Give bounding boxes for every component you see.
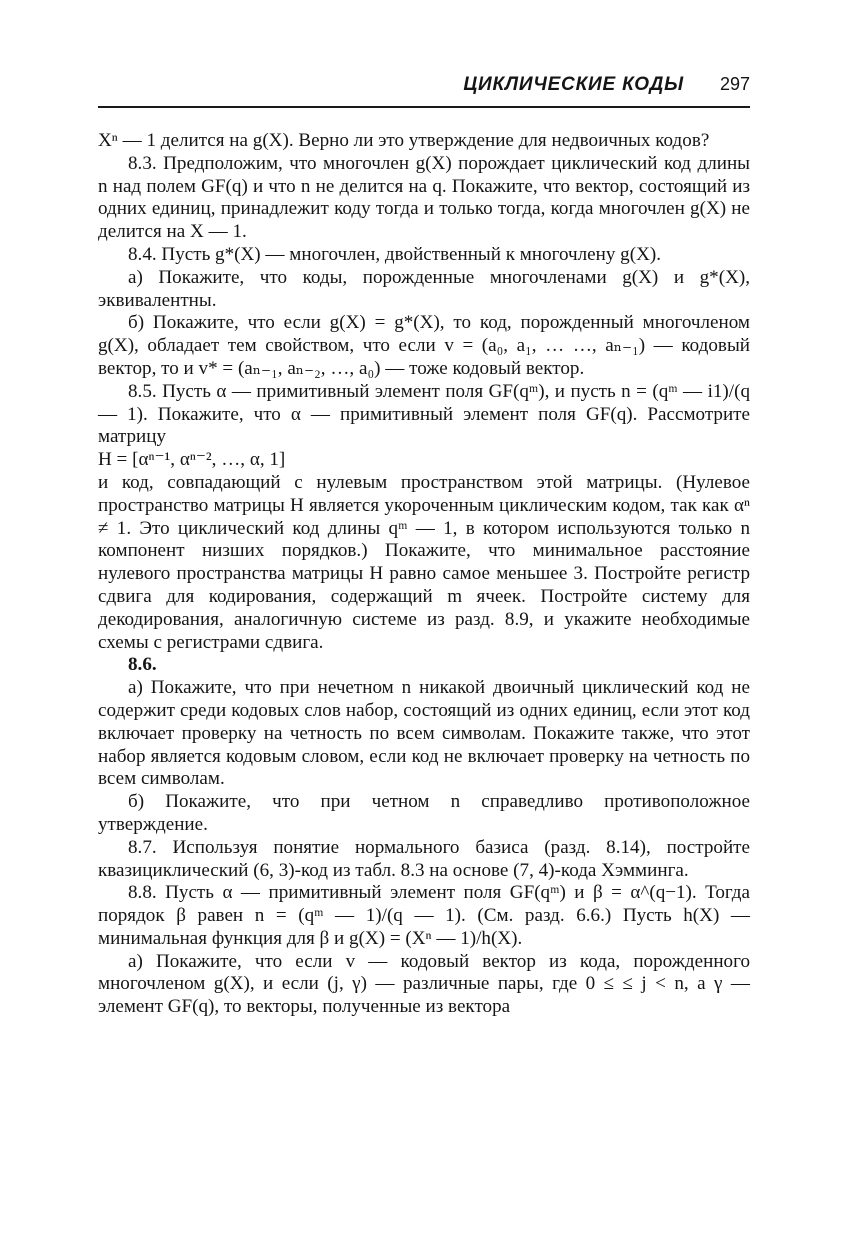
problem-8-3: 8.3. Предположим, что многочлен g(X) порождает циклический код длины n над полем GF(q) и что n не делится на q. Покажите, что вектор, состоящий из одних единиц, принадлежит коду тогда и только тогда, когда многочлен g(X) не делится на X — 1.: [98, 152, 750, 243]
problem-8-6: 8.6.: [128, 654, 157, 676]
page-number: 297: [719, 74, 750, 94]
page-body: [98, 130, 750, 1019]
problem-8-8-a: а) Покажите, что если v — кодовый вектор из кода, порожденного многочленом g(X), и если (j, γ) — различные пары, где 0 ≤ ≤ j < n, а γ — элемент GF(q), то векторы, полученные из вектора: [98, 950, 750, 1018]
problem-8-4-b: б) Покажите, что если g(X) = g*(X), то код, порожденный многочленом g(X), обладает тем свойством, что если v = (a₀, a₁, … …, aₙ₋₁) — кодовый вектор, то и v* = (aₙ₋₁, aₙ₋₂, …, a₀) — тоже кодовый вектор.: [98, 312, 750, 379]
paragraph: Xⁿ — 1 делится на g(X). Верно ли это утверждение для недвоичных кодов?: [98, 130, 710, 151]
problem-8-4: 8.4. Пусть g*(X) — многочлен, двойственный к многочлену g(X).: [128, 243, 662, 265]
matrix-formula: H = [αⁿ⁻¹, αⁿ⁻², …, α, 1]: [98, 449, 286, 471]
header-rule: [98, 106, 750, 108]
problem-8-6-b: б) Покажите, что при четном n справедливо противоположное утверждение.: [98, 791, 750, 835]
paragraph: и код, совпадающий с нулевым пространством этой матрицы. (Нулевое пространство матрицы H является укороченным циклическим кодом, так как αⁿ ≠ 1. Это циклический код длины qᵐ — 1, в котором используются только n компонент низших порядков.) Покажите, что минимальное расстояние нулевого пространства матрицы H равно самое меньшее 3. Постройте регистр сдвига для кодирования, содержащий m ячеек. Постройте систему для декодирования, аналогичную системе из разд. 8.9, и укажите необходимые схемы с регистрами сдвига.: [98, 471, 750, 653]
problem-8-4-a: а) Покажите, что коды, порожденные многочленами g(X) и g*(X), эквивалентны.: [98, 266, 750, 311]
problem-8-5: 8.5. Пусть α — примитивный элемент поля GF(qᵐ), и пусть n = (qᵐ — i1)/(q — 1). Покажите, что α — примитивный элемент поля GF(q). Рассмотрите матрицу: [98, 380, 750, 448]
problem-8-8: 8.8. Пусть α — примитивный элемент поля GF(qᵐ) и β = α^(q−1). Тогда порядок β равен n = (qᵐ — 1)/(q — 1). (См. разд. 6.6.) Пусть h(X) — минимальная функция для β и g(X) = (Xⁿ — 1)/h(X).: [98, 882, 750, 949]
running-header: [98, 74, 750, 102]
problem-8-7: 8.7. Используя понятие нормального базиса (разд. 8.14), постройте квазициклический (6, 3)-код из табл. 8.3 на основе (7, 4)-кода Хэмминга.: [98, 836, 750, 881]
running-title: ЦИКЛИЧЕСКИЕ КОДЫ: [463, 74, 684, 95]
problem-8-6-a: а) Покажите, что при нечетном n никакой двоичный циклический код не содержит среди кодовых слов набор, состоящий из одних единиц, если этот код включает проверку на четность по всем символам. Покажите также, что этот набор является кодовым словом, если код не включает проверку на четность по всем символам.: [98, 677, 750, 790]
